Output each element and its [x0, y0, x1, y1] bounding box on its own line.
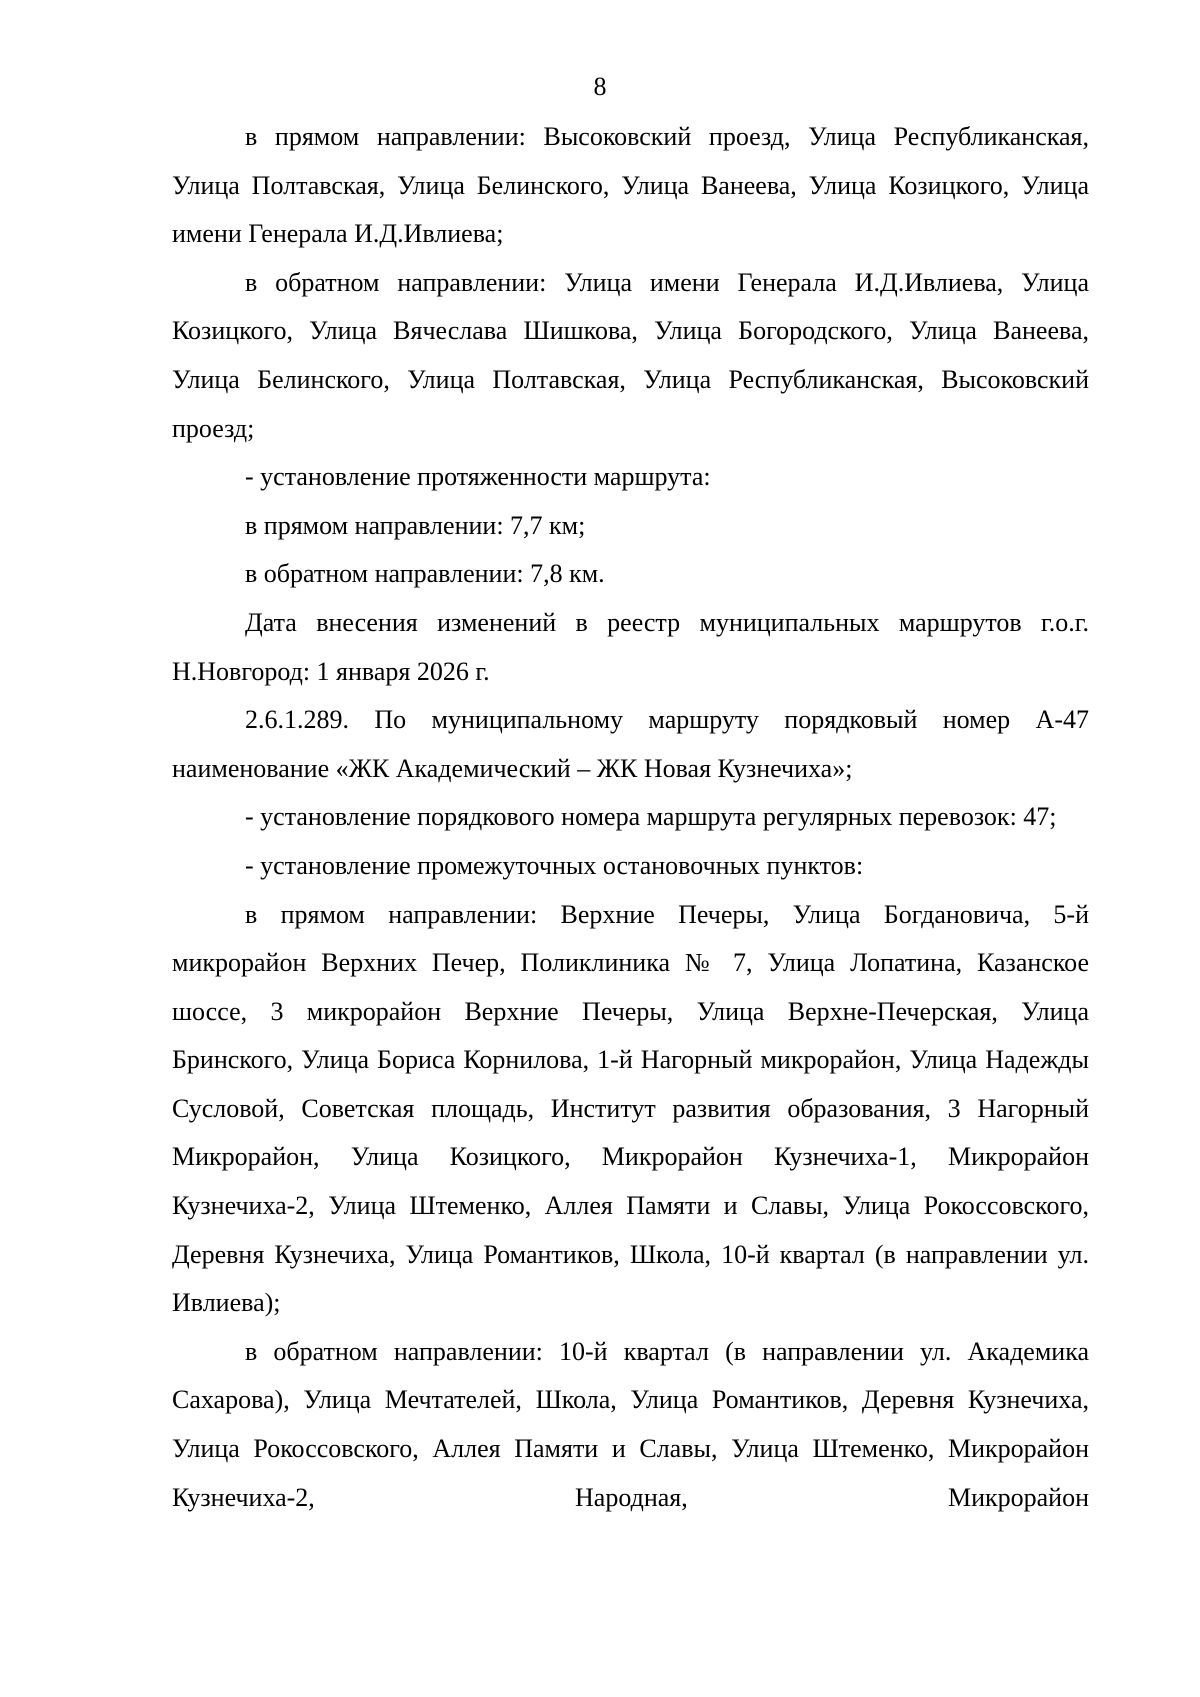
paragraph-reverse-length: в обратном направлении: 7,8 км.: [245, 559, 605, 589]
paragraph-forward-route: в прямом направлении: Высоковский проезд, Улица Республиканская, Улица Полтавская, Улица Белинского, Улица Ванеева, Улица Козицкого, Улица имени Генерала И.Д.Ивлиева;: [172, 122, 1089, 249]
paragraph-route-number: - установление порядкового номера маршрута регулярных перевозок: 47;: [245, 802, 1057, 832]
paragraph-route-length-heading: - установление протяженности маршрута:: [245, 462, 711, 492]
page-number: 8: [593, 72, 607, 101]
paragraph-forward-length: в прямом направлении: 7,7 км;: [245, 510, 586, 540]
document-body: [172, 113, 1089, 1522]
paragraph-reverse-stops: в обратном направлении: 10-й квартал (в направлении ул. Академика Сахарова), Улица Мечтателей, Школа, Улица Романтиков, Деревня Кузнечиха, Улица Рокоссовского, Аллея Памяти и Славы, Улица Штеменко, Микрорайон Кузнечиха-2, Народная, Микрорайон: [172, 1336, 1089, 1512]
paragraph-registry-date: Дата внесения изменений в реестр муниципальных маршрутов г.о.г. Н.Новгород: 1 января 2026 г.: [172, 607, 1089, 686]
paragraph-reverse-route: в обратном направлении: Улица имени Генерала И.Д.Ивлиева, Улица Козицкого, Улица Вячеслава Шишкова, Улица Богородского, Улица Ванеева, Улица Белинского, Улица Полтавская, Улица Республиканская, Высоковский проезд;: [172, 267, 1089, 443]
paragraph-route-a47-title: 2.6.1.289. По муниципальному маршруту порядковый номер А-47 наименование «ЖК Академический – ЖК Новая Кузнечиха»;: [172, 705, 1089, 783]
paragraph-stops-heading: - установление промежуточных остановочных пунктов:: [245, 850, 864, 880]
paragraph-forward-stops: в прямом направлении: Верхние Печеры, Улица Богдановича, 5-й микрорайон Верхних Печер, Поликлиника № 7, Улица Лопатина, Казанское шоссе, 3 микрорайон Верхние Печеры, Улица Верхне-Печерская, Улица Бринского, Улица Бориса Корнилова, 1-й Нагорный микрорайон, Улица Надежды Сусловой, Советская площадь, Институт развития образования, 3 Нагорный Микрорайон, Улица Козицкого, Микрорайон Кузнечиха-1, Микрорайон Кузнечиха-2, Улица Штеменко, Аллея Памяти и Славы, Улица Рокоссовского, Деревня Кузнечиха, Улица Романтиков, Школа, 10-й квартал (в направлении ул. Ивлиева);: [172, 899, 1089, 1318]
